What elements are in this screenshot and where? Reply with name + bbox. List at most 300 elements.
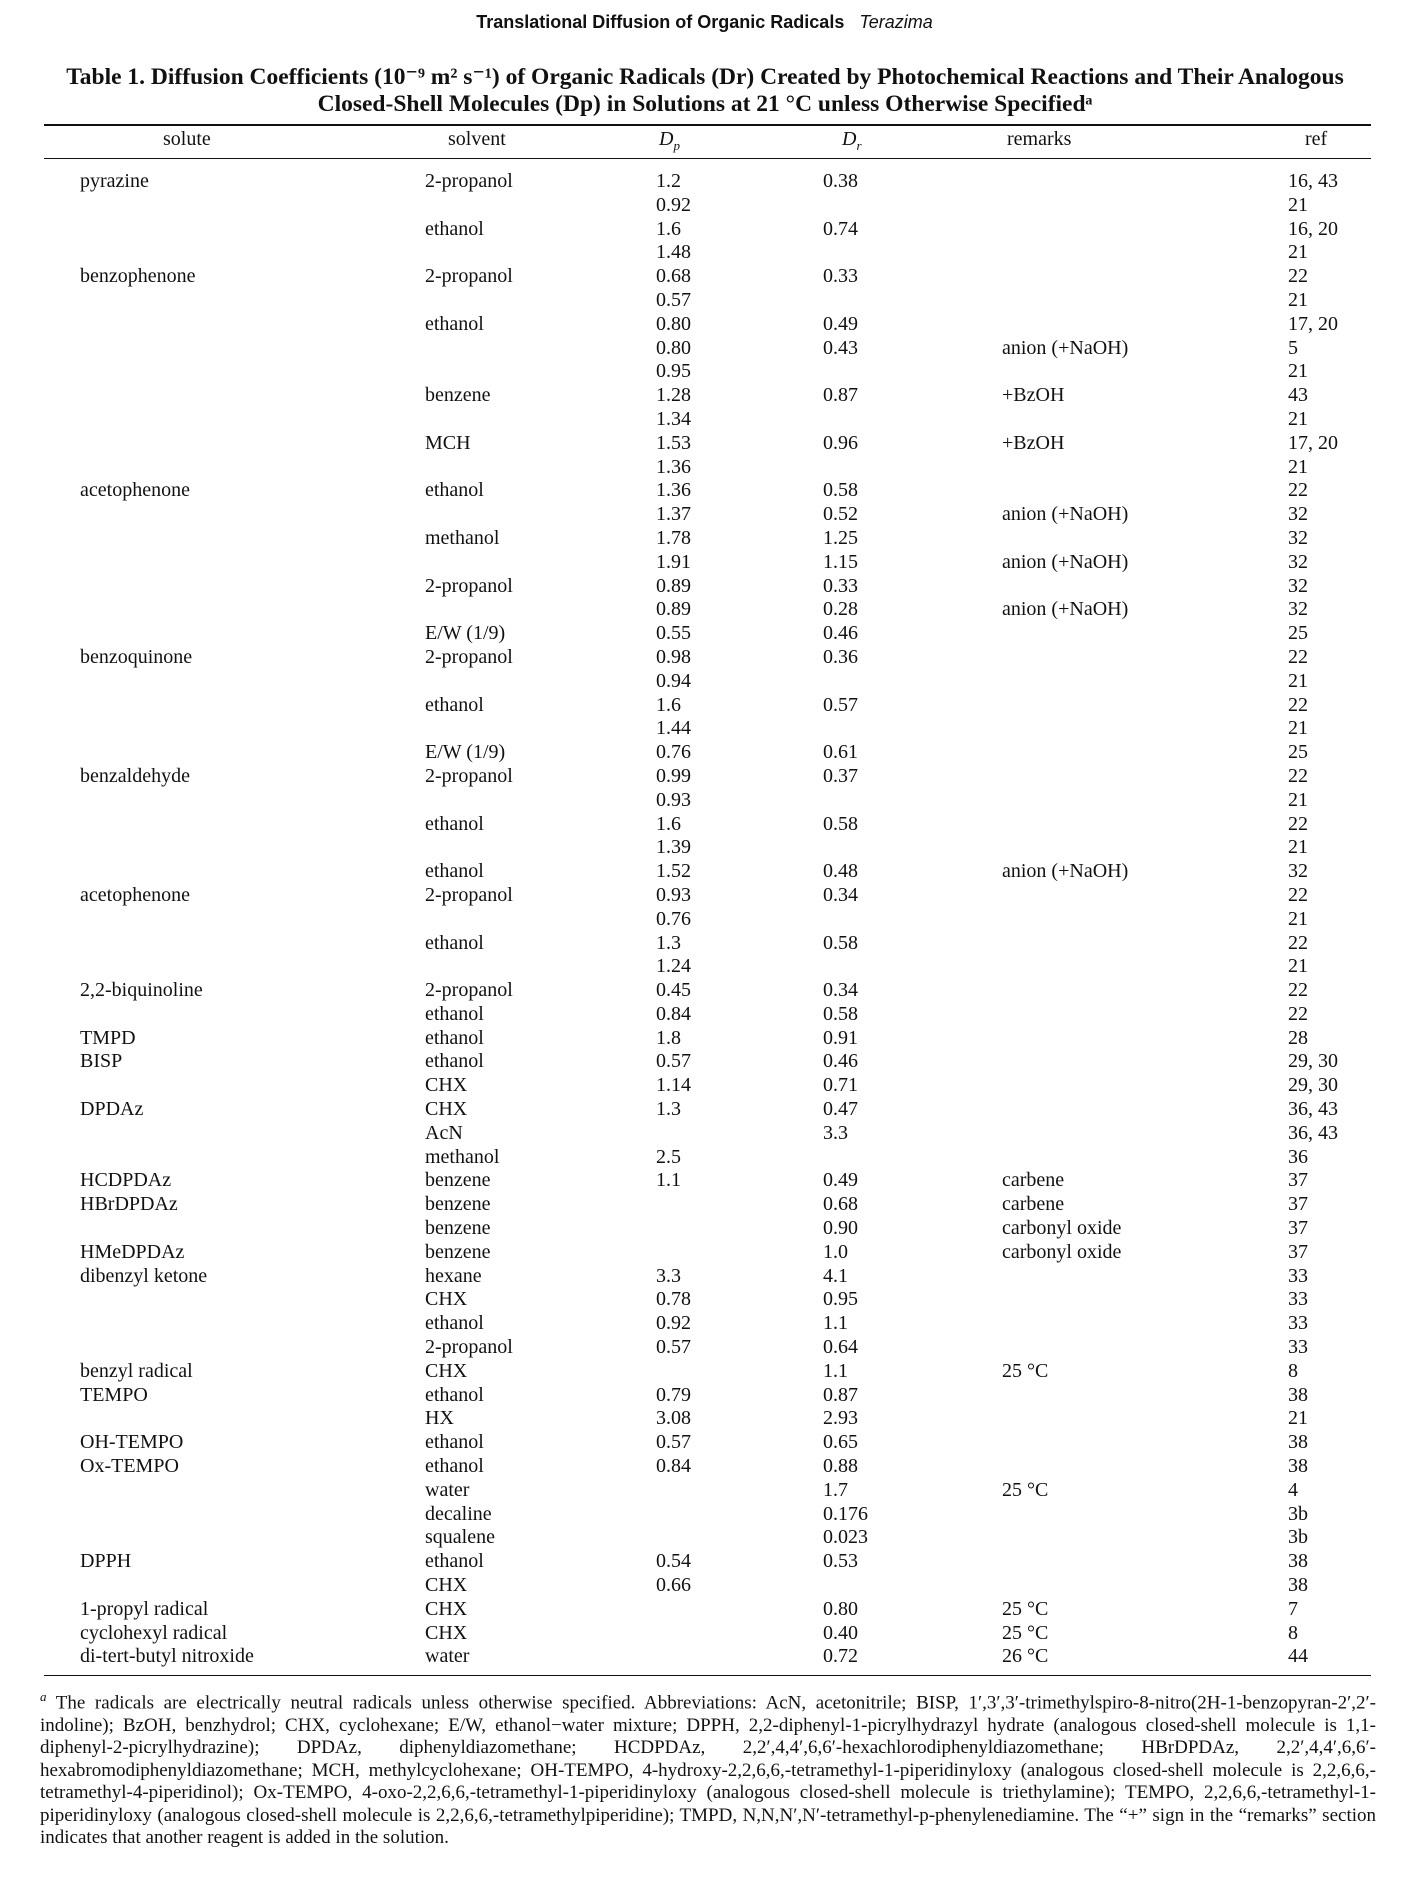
cell-dr: 0.87	[823, 1383, 858, 1406]
table-row	[0, 432, 1409, 456]
cell-solvent: ethanol	[425, 1383, 484, 1406]
cell-dr: 3.3	[823, 1121, 848, 1144]
cell-solvent: 2-propanol	[425, 574, 513, 597]
cell-dp: 3.08	[656, 1407, 691, 1430]
cell-dr: 0.72	[823, 1645, 858, 1668]
cell-solvent: MCH	[425, 431, 471, 454]
cell-dr: 0.46	[823, 1050, 858, 1073]
cell-dp: 1.78	[656, 526, 691, 549]
cell-ref: 36, 43	[1288, 1121, 1338, 1144]
table-row	[0, 1312, 1409, 1336]
cell-ref: 21	[1288, 241, 1308, 264]
cell-dp: 0.57	[656, 1431, 691, 1454]
table-row	[0, 646, 1409, 670]
cell-dp: 0.79	[656, 1383, 691, 1406]
cell-ref: 4	[1288, 1478, 1298, 1501]
cell-ref: 38	[1288, 1383, 1308, 1406]
cell-ref: 21	[1288, 455, 1308, 478]
cell-solute: BISP	[80, 1050, 123, 1073]
cell-solute: 2,2-biquinoline	[80, 979, 203, 1002]
cell-ref: 21	[1288, 669, 1308, 692]
cell-solvent: decaline	[425, 1502, 492, 1525]
cell-dp: 0.89	[656, 598, 691, 621]
cell-dr: 0.68	[823, 1193, 858, 1216]
table-header-rule	[44, 158, 1371, 159]
cell-dp: 0.84	[656, 1455, 691, 1478]
table-row	[0, 1241, 1409, 1265]
cell-solvent: water	[425, 1645, 470, 1668]
cell-solvent: 2-propanol	[425, 883, 513, 906]
table-row	[0, 694, 1409, 718]
table-row	[0, 979, 1409, 1003]
cell-dr: 0.48	[823, 860, 858, 883]
cell-dp: 0.93	[656, 883, 691, 906]
cell-ref: 22	[1288, 693, 1308, 716]
table-row	[0, 218, 1409, 242]
cell-ref: 21	[1288, 836, 1308, 859]
cell-ref: 21	[1288, 955, 1308, 978]
cell-ref: 43	[1288, 384, 1308, 407]
cell-dp: 1.36	[656, 455, 691, 478]
table-row	[0, 551, 1409, 575]
cell-dr: 1.15	[823, 550, 858, 573]
cell-ref: 38	[1288, 1574, 1308, 1597]
cell-ref: 32	[1288, 526, 1308, 549]
cell-ref: 16, 43	[1288, 170, 1338, 192]
cell-dr: 0.58	[823, 1002, 858, 1025]
cell-ref: 38	[1288, 1550, 1308, 1573]
cell-dr: 1.1	[823, 1359, 848, 1382]
cell-solvent: CHX	[425, 1288, 468, 1311]
cell-ref: 32	[1288, 574, 1308, 597]
cell-solvent: ethanol	[425, 479, 484, 502]
cell-ref: 37	[1288, 1193, 1308, 1216]
table-row	[0, 1098, 1409, 1122]
table-row	[0, 1336, 1409, 1360]
cell-solvent: ethanol	[425, 1026, 484, 1049]
table-row	[0, 265, 1409, 289]
cell-ref: 3b	[1288, 1502, 1308, 1525]
cell-dr: 1.25	[823, 526, 858, 549]
cell-solute: HBrDPDAz	[80, 1193, 178, 1216]
cell-ref: 7	[1288, 1597, 1298, 1620]
cell-dp: 0.45	[656, 979, 691, 1002]
table-row	[0, 479, 1409, 503]
cell-dp: 1.2	[656, 170, 681, 192]
table-row	[0, 456, 1409, 480]
cell-ref: 22	[1288, 265, 1308, 288]
table-row	[0, 1027, 1409, 1051]
table-row	[0, 1526, 1409, 1550]
header-solvent: solvent	[448, 128, 506, 150]
cell-remarks: carbene	[1002, 1169, 1065, 1192]
cell-ref: 21	[1288, 788, 1308, 811]
cell-dr: 0.34	[823, 979, 858, 1002]
cell-solute: DPDAz	[80, 1098, 144, 1121]
cell-solvent: E/W (1/9)	[425, 741, 506, 764]
cell-solute: acetophenone	[80, 883, 190, 906]
cell-dp: 1.28	[656, 384, 691, 407]
table-footnote	[40, 1686, 1376, 1850]
cell-remarks: +BzOH	[1002, 384, 1065, 407]
table-row	[0, 289, 1409, 313]
table-row	[0, 1407, 1409, 1431]
header-dp-symbol: D	[659, 128, 674, 150]
cell-dr: 2.93	[823, 1407, 858, 1430]
cell-ref: 25	[1288, 622, 1308, 645]
cell-solvent: benzene	[425, 384, 491, 407]
cell-dp: 1.6	[656, 693, 681, 716]
cell-solvent: ethanol	[425, 1455, 484, 1478]
cell-solute: benzaldehyde	[80, 764, 190, 787]
cell-solvent: CHX	[425, 1621, 468, 1644]
cell-dr: 0.53	[823, 1550, 858, 1573]
cell-solvent: ethanol	[425, 1312, 484, 1335]
header-dr-subscript: r	[856, 138, 862, 153]
cell-dr: 1.1	[823, 1312, 848, 1335]
cell-dr: 4.1	[823, 1264, 848, 1287]
cell-dp: 0.68	[656, 265, 691, 288]
table-row	[0, 408, 1409, 432]
cell-dr: 0.87	[823, 384, 858, 407]
cell-ref: 36, 43	[1288, 1098, 1338, 1121]
cell-ref: 5	[1288, 336, 1298, 359]
cell-ref: 38	[1288, 1455, 1308, 1478]
table-row	[0, 1503, 1409, 1527]
cell-solute: HMeDPDAz	[80, 1240, 185, 1263]
cell-dr: 0.58	[823, 931, 858, 954]
cell-ref: 32	[1288, 860, 1308, 883]
cell-solute: pyrazine	[80, 170, 149, 192]
cell-solvent: ethanol	[425, 217, 484, 240]
cell-remarks: carbene	[1002, 1193, 1065, 1216]
table-row	[0, 908, 1409, 932]
table-row	[0, 1193, 1409, 1217]
cell-dr: 0.96	[823, 431, 858, 454]
table-row	[0, 1574, 1409, 1598]
cell-solvent: benzene	[425, 1217, 491, 1240]
cell-dr: 0.28	[823, 598, 858, 621]
cell-dp: 0.66	[656, 1574, 691, 1597]
cell-remarks: anion (+NaOH)	[1002, 550, 1129, 573]
table-header-row	[0, 128, 1409, 154]
cell-solvent: CHX	[425, 1359, 468, 1382]
cell-dp: 0.55	[656, 622, 691, 645]
cell-ref: 21	[1288, 407, 1308, 430]
cell-solvent: CHX	[425, 1074, 468, 1097]
table-row	[0, 527, 1409, 551]
table-row	[0, 765, 1409, 789]
cell-ref: 21	[1288, 193, 1308, 216]
cell-solute: benzyl radical	[80, 1359, 193, 1382]
cell-solvent: ethanol	[425, 1431, 484, 1454]
cell-ref: 22	[1288, 979, 1308, 1002]
table-row	[0, 1550, 1409, 1574]
cell-ref: 29, 30	[1288, 1074, 1338, 1097]
table-row	[0, 241, 1409, 265]
cell-dp: 1.8	[656, 1026, 681, 1049]
cell-solvent: hexane	[425, 1264, 482, 1287]
running-head	[0, 12, 1409, 33]
table-row	[0, 884, 1409, 908]
table-row	[0, 717, 1409, 741]
cell-solvent: ethanol	[425, 1550, 484, 1573]
cell-ref: 21	[1288, 717, 1308, 740]
table-row	[0, 1265, 1409, 1289]
cell-solute: HCDPDAz	[80, 1169, 172, 1192]
table-row	[0, 813, 1409, 837]
table-row	[0, 1455, 1409, 1479]
cell-remarks: carbonyl oxide	[1002, 1217, 1122, 1240]
cell-solvent: CHX	[425, 1574, 468, 1597]
cell-solvent: ethanol	[425, 812, 484, 835]
table-body	[0, 170, 1409, 1669]
table-row	[0, 170, 1409, 194]
cell-solvent: E/W (1/9)	[425, 622, 506, 645]
cell-solvent: 2-propanol	[425, 979, 513, 1002]
cell-dp: 0.76	[656, 741, 691, 764]
cell-dr: 1.0	[823, 1240, 848, 1263]
cell-remarks: 25 °C	[1002, 1359, 1049, 1382]
table-row	[0, 1598, 1409, 1622]
cell-dr: 0.71	[823, 1074, 858, 1097]
cell-dp: 1.6	[656, 812, 681, 835]
cell-solute: benzoquinone	[80, 645, 193, 668]
cell-dp: 0.84	[656, 1002, 691, 1025]
cell-solvent: 2-propanol	[425, 1336, 513, 1359]
table-row	[0, 1122, 1409, 1146]
cell-dr: 0.52	[823, 503, 858, 526]
cell-ref: 32	[1288, 503, 1308, 526]
cell-solvent: HX	[425, 1407, 454, 1430]
table-row	[0, 194, 1409, 218]
header-dr	[842, 128, 862, 154]
cell-dp: 0.57	[656, 1050, 691, 1073]
cell-remarks: 25 °C	[1002, 1621, 1049, 1644]
cell-ref: 21	[1288, 288, 1308, 311]
cell-dp: 0.76	[656, 907, 691, 930]
cell-dp: 0.92	[656, 193, 691, 216]
cell-remarks: anion (+NaOH)	[1002, 598, 1129, 621]
cell-dp: 1.1	[656, 1169, 681, 1192]
cell-solute: benzophenone	[80, 265, 196, 288]
cell-dr: 0.47	[823, 1098, 858, 1121]
cell-dr: 0.43	[823, 336, 858, 359]
cell-ref: 28	[1288, 1026, 1308, 1049]
header-solute: solute	[163, 128, 211, 150]
cell-ref: 37	[1288, 1240, 1308, 1263]
cell-dr: 0.74	[823, 217, 858, 240]
table-row	[0, 384, 1409, 408]
table-row	[0, 1622, 1409, 1646]
table-row	[0, 1384, 1409, 1408]
cell-ref: 33	[1288, 1264, 1308, 1287]
cell-dp: 1.36	[656, 479, 691, 502]
cell-dp: 1.44	[656, 717, 691, 740]
cell-remarks: 25 °C	[1002, 1478, 1049, 1501]
cell-solvent: methanol	[425, 526, 500, 549]
cell-remarks: 26 °C	[1002, 1645, 1049, 1668]
table-row	[0, 575, 1409, 599]
table-row	[0, 1146, 1409, 1170]
cell-dr: 0.95	[823, 1288, 858, 1311]
table-top-rule	[44, 124, 1371, 126]
cell-dp: 1.53	[656, 431, 691, 454]
cell-ref: 8	[1288, 1621, 1298, 1644]
cell-solvent: squalene	[425, 1526, 495, 1549]
cell-solute: 1-propyl radical	[80, 1597, 209, 1620]
cell-dp: 0.57	[656, 1336, 691, 1359]
table-row	[0, 741, 1409, 765]
cell-ref: 38	[1288, 1431, 1308, 1454]
cell-dp: 0.93	[656, 788, 691, 811]
cell-solvent: ethanol	[425, 693, 484, 716]
cell-dr: 0.34	[823, 883, 858, 906]
running-head-author: Terazima	[859, 12, 933, 32]
cell-ref: 22	[1288, 883, 1308, 906]
cell-solvent: water	[425, 1478, 470, 1501]
cell-solvent: benzene	[425, 1169, 491, 1192]
cell-ref: 21	[1288, 907, 1308, 930]
cell-ref: 33	[1288, 1336, 1308, 1359]
table-row	[0, 1074, 1409, 1098]
cell-remarks: anion (+NaOH)	[1002, 860, 1129, 883]
cell-dr: 0.64	[823, 1336, 858, 1359]
cell-solute: Ox-TEMPO	[80, 1455, 179, 1478]
table-row	[0, 1288, 1409, 1312]
cell-ref: 22	[1288, 764, 1308, 787]
cell-dr: 0.33	[823, 265, 858, 288]
table-row	[0, 1431, 1409, 1455]
cell-solvent: CHX	[425, 1597, 468, 1620]
cell-dr: 0.38	[823, 170, 858, 192]
table-row	[0, 1479, 1409, 1503]
table-row	[0, 932, 1409, 956]
cell-dr: 0.37	[823, 764, 858, 787]
cell-solvent: ethanol	[425, 931, 484, 954]
cell-solvent: ethanol	[425, 1050, 484, 1073]
cell-dp: 1.48	[656, 241, 691, 264]
cell-solute: acetophenone	[80, 479, 190, 502]
cell-dp: 2.5	[656, 1145, 681, 1168]
cell-ref: 17, 20	[1288, 312, 1338, 335]
cell-solute: OH-TEMPO	[80, 1431, 184, 1454]
cell-dp: 0.89	[656, 574, 691, 597]
cell-dp: 1.14	[656, 1074, 691, 1097]
cell-solvent: 2-propanol	[425, 645, 513, 668]
header-remarks: remarks	[1007, 128, 1072, 150]
table-row	[0, 836, 1409, 860]
cell-dr: 0.65	[823, 1431, 858, 1454]
cell-dr: 0.88	[823, 1455, 858, 1478]
cell-dp: 1.52	[656, 860, 691, 883]
cell-solvent: AcN	[425, 1121, 463, 1144]
cell-solute: TEMPO	[80, 1383, 148, 1406]
table-row	[0, 622, 1409, 646]
table-row	[0, 789, 1409, 813]
cell-dr: 0.40	[823, 1621, 858, 1644]
cell-ref: 22	[1288, 1002, 1308, 1025]
cell-dr: 0.58	[823, 479, 858, 502]
cell-dp: 0.94	[656, 669, 691, 692]
cell-solute: TMPD	[80, 1026, 136, 1049]
cell-solvent: 2-propanol	[425, 764, 513, 787]
cell-ref: 37	[1288, 1169, 1308, 1192]
cell-ref: 29, 30	[1288, 1050, 1338, 1073]
cell-solvent: 2-propanol	[425, 170, 513, 192]
table-row	[0, 1360, 1409, 1384]
cell-solvent: ethanol	[425, 1002, 484, 1025]
cell-solvent: ethanol	[425, 312, 484, 335]
table-row	[0, 1169, 1409, 1193]
cell-dr: 0.46	[823, 622, 858, 645]
cell-dr: 0.91	[823, 1026, 858, 1049]
cell-dp: 0.99	[656, 764, 691, 787]
cell-remarks: anion (+NaOH)	[1002, 503, 1129, 526]
cell-dr: 0.90	[823, 1217, 858, 1240]
table-row	[0, 313, 1409, 337]
cell-dp: 1.3	[656, 931, 681, 954]
cell-ref: 21	[1288, 1407, 1308, 1430]
cell-ref: 22	[1288, 479, 1308, 502]
cell-dp: 0.80	[656, 312, 691, 335]
cell-ref: 25	[1288, 741, 1308, 764]
cell-solute: dibenzyl ketone	[80, 1264, 208, 1287]
cell-dr: 0.49	[823, 312, 858, 335]
cell-ref: 32	[1288, 550, 1308, 573]
cell-dr: 0.023	[823, 1526, 868, 1549]
cell-remarks: 25 °C	[1002, 1597, 1049, 1620]
cell-dp: 0.92	[656, 1312, 691, 1335]
cell-solute: DPPH	[80, 1550, 132, 1573]
table-row	[0, 1003, 1409, 1027]
table-row	[0, 598, 1409, 622]
header-ref: ref	[1305, 128, 1328, 150]
cell-dp: 0.80	[656, 336, 691, 359]
cell-solvent: ethanol	[425, 860, 484, 883]
cell-ref: 33	[1288, 1312, 1308, 1335]
cell-ref: 3b	[1288, 1526, 1308, 1549]
cell-solvent: benzene	[425, 1193, 491, 1216]
cell-dp: 1.24	[656, 955, 691, 978]
table-row	[0, 860, 1409, 884]
cell-dr: 0.61	[823, 741, 858, 764]
cell-dp: 0.95	[656, 360, 691, 383]
cell-dp: 1.34	[656, 407, 691, 430]
cell-ref: 22	[1288, 812, 1308, 835]
header-dp-subscript: p	[673, 138, 680, 153]
cell-dr: 0.176	[823, 1502, 868, 1525]
footnote-text: The radicals are electrically neutral radicals unless otherwise specified. Abbreviations: AcN, acetonitrile; BISP, 1′,3′,3′-trimethylspiro-8-nitro(2H-1-benzopyran-2′,2′-indoline); BzOH, benzhydrol; CHX, cyclohexane; E/W, ethanol−water mixture; DPPH, 2,2-diphenyl-1-picrylhydrazyl hydrate (analogous closed-shell molecule is 1,1-diphenyl-2-picrylhydrazine); DPDAz, diphenyldiazomethane; HCDPDAz, 2,2′,4,4′,6,6′-hexachlorodiphenyldiazomethane; HBrDPDAz, 2,2′,4,4′,6,6′-hexabromodiphenyldiazomethane; MCH, methylcyclohexane; OH-TEMPO, 4-hydroxy-2,2,6,6,-tetramethyl-1-piperidinyloxy (analogous closed-shell molecule is 2,2,6,6,-tetramethyl-4-piperidinol); Ox-TEMPO, 4-oxo-2,2,6,6,-tetramethyl-1-piperidinyloxy (analogous closed-shell molecule is triethylamine); TEMPO, 2,2,6,6,-tetramethyl-1-piperidinyloxy (analogous closed-shell molecule is 2,2,6,6,-tetramethylpiperidine); TMPD, N,N,N′,N′-tetramethyl-p-phenylenediamine. The “+” sign in the “remarks” section indicates that another reagent is added in the solution.	[40, 1692, 1376, 1849]
cell-dp: 1.37	[656, 503, 691, 526]
cell-remarks: +BzOH	[1002, 431, 1065, 454]
cell-ref: 32	[1288, 598, 1308, 621]
table-row	[0, 360, 1409, 384]
table-row	[0, 1645, 1409, 1669]
cell-dp: 0.54	[656, 1550, 691, 1573]
cell-solvent: CHX	[425, 1098, 468, 1121]
cell-ref: 8	[1288, 1359, 1298, 1382]
cell-ref: 36	[1288, 1145, 1308, 1168]
cell-ref: 21	[1288, 360, 1308, 383]
cell-dp: 3.3	[656, 1264, 681, 1287]
cell-ref: 22	[1288, 645, 1308, 668]
cell-dp: 0.98	[656, 645, 691, 668]
table-row	[0, 503, 1409, 527]
cell-dp: 1.91	[656, 550, 691, 573]
cell-dr: 1.7	[823, 1478, 848, 1501]
cell-dp: 1.6	[656, 217, 681, 240]
